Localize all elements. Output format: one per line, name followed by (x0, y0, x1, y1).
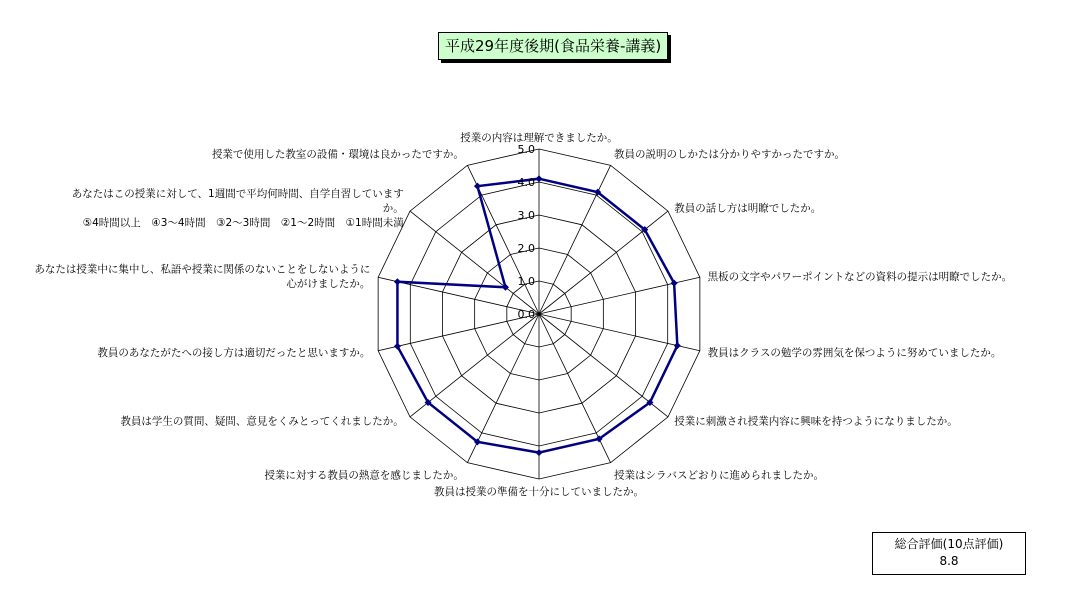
category-label: ⑤4時間以上 ④3～4時間 ③2～3時間 ②1～2時間 ①1時間未満 (82, 216, 404, 229)
grid-spoke (410, 211, 539, 314)
category-label: 黒板の文字やパワーポイントなどの資料の提示は明瞭でしたか。 (707, 270, 1013, 283)
category-label: か。 (382, 202, 404, 215)
overall-rating-box (872, 532, 1026, 575)
grid-spoke (378, 314, 539, 351)
tick-label: 2.0 (517, 242, 535, 255)
category-label: 教員の説明のしかたは分かりやすかったですか。 (614, 148, 846, 161)
tick-label: 0.0 (517, 308, 535, 321)
data-point (536, 175, 543, 182)
radar-tick-labels (518, 143, 536, 321)
overall-rating-label: 総合評価(10点評価) (894, 537, 1004, 551)
grid-spoke (539, 211, 668, 314)
tick-label: 5.0 (517, 143, 535, 156)
category-label: 教員は学生の質問、疑問、意見をくみとってくれましたか。 (120, 415, 404, 428)
category-label: 心がけましたか。 (286, 278, 371, 291)
category-label: 授業に対する教員の熱意を感じましたか。 (264, 469, 464, 482)
category-label: 授業に刺激され授業内容に興味を持つようになりましたか。 (674, 415, 958, 428)
tick-label: 1.0 (517, 275, 535, 288)
category-label: あなたはこの授業に対して、1週間で平均何時間、自学自習しています (71, 187, 404, 200)
category-label: 教員は授業の準備を十分にしていましたか。 (434, 486, 644, 498)
category-label: あなたは授業中に集中し、私語や授業に関係のないことをしないように (34, 263, 371, 276)
category-label: 授業で使用した教室の設備・環境は良かったですか。 (211, 148, 464, 161)
category-label: 教員はクラスの勉学の雰囲気を保つように努めていましたか。 (707, 347, 1002, 360)
category-label: 教員のあなたがたへの接し方は適切だったと思いますか。 (97, 347, 371, 360)
tick-label: 4.0 (517, 176, 535, 189)
overall-rating-value: 8.8 (939, 554, 959, 568)
data-point (474, 183, 481, 190)
category-label: 教員の話し方は明瞭でしたか。 (674, 202, 822, 215)
tick-label: 3.0 (517, 209, 535, 222)
data-point (536, 449, 543, 456)
chart-title: 平成29年度後期(食品栄養-講義) (438, 32, 668, 60)
data-point (394, 278, 401, 285)
category-label: 授業の内容は理解できましたか。 (460, 132, 618, 144)
category-label: 授業はシラバスどおりに進められましたか。 (614, 469, 825, 482)
